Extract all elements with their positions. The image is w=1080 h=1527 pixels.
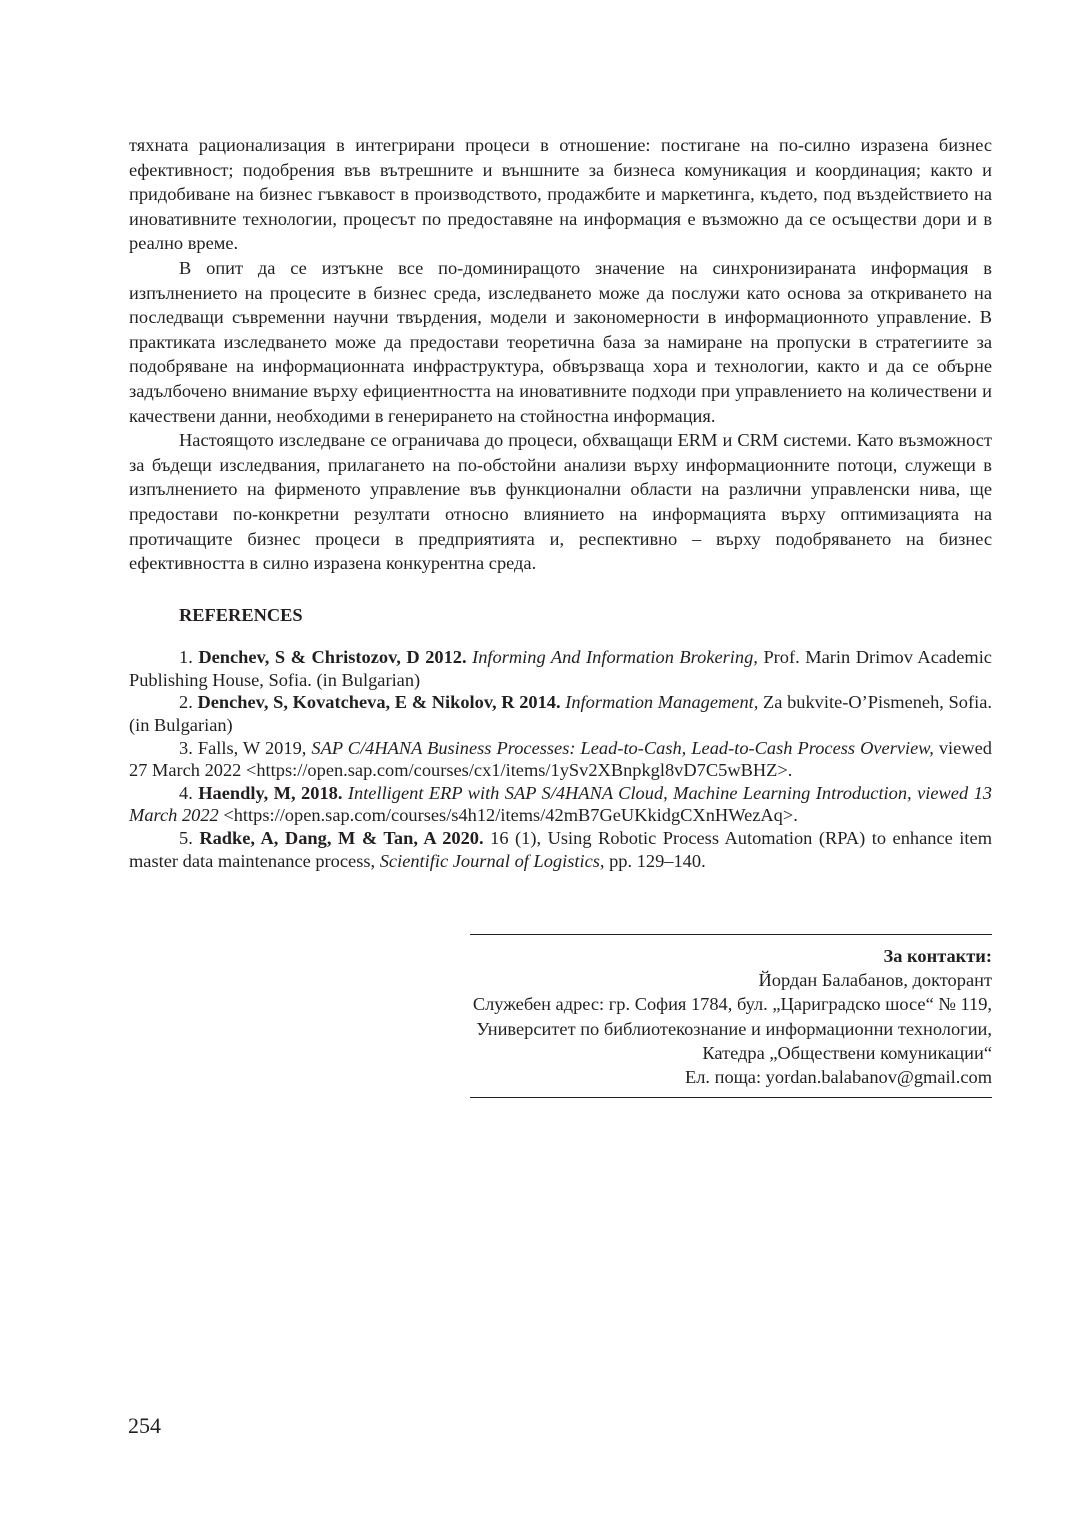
contact-name: Йордан Балабанов, докторант [758,970,992,991]
references-list [129,646,992,872]
reference-number: 1. [179,647,193,668]
reference-title: Intelligent ERP with SAP S/4HANA Cloud, Machine Learning Introduction, viewed 13 March 2022 [129,782,992,826]
reference-title: Informing And Information Brokering, [472,647,758,668]
contact-address: Служебен адрес: гр. София 1784, бул. „Цариградско шосе“ № 119, [472,994,992,1015]
reference-details: 16 (1), Using Robotic Process Automation (RPA) to enhance item master data maintenance process, [129,828,992,871]
reference-authors: Haendly, M, 2018. [198,782,343,803]
reference-number: 4. [179,782,193,803]
paragraph-3: Настоящото изследване се ограничава до процеси, обхващащи ERM и CRM системи. Като възможност за бъдещи изследвания, прилагането на по-обстойни анализи върху информационните потоци, служещи в изпълнението на фирменото управление във функционални области на различни управленски нива, ще предостави по-конкретни резултати относно влиянието на информацията върху оптимизацията на протичащите бизнес процеси в предприятията и, респективно – върху подобряването на бизнес ефективността в силно изразена конкурентна среда. [129,430,992,574]
reference-item [129,827,992,872]
references-heading: REFERENCES [179,604,303,625]
paragraph-1: тяхната рационализация в интегрирани процеси в отношение: постигане на по-силно изразена бизнес ефективност; подобрения във вътрешните и външните за бизнеса комуникация и координация; както и придобиване на бизнес гъвкавост в производството, продажбите и маркетинга, където, под въздействието на иновативните технологии, процесът по предоставяне на информация е възможно да се осъществи дори и в реално време. [129,135,992,254]
reference-authors: Denchev, S, Kovatcheva, E & Nikolov, R 2014. [197,692,561,713]
contact-block [470,934,992,1098]
reference-item [129,782,992,827]
reference-item [129,737,992,782]
paragraph-2: В опит да се изтъкне все по-доминиращото значение на синхронизираната информация в изпълнението на процесите в бизнес среда, изследването може да послужи като основа за откриването на последващи съвременни научни твърдения, модели и закономерности в информационното управление. В практиката изследването може да предостави теоретична база за намиране на пропуски в стратегиите за подобряване на информационната инфраструктура, обвързваща хора и технологии, както и да се обърне задълбочено внимание върху ефициентността на иновативните подходи при управлението на количествени и качествени данни, необходими в генерирането на стойностна информация. [129,257,992,426]
reference-title: Information Management, [565,692,759,713]
contact-department: Катедра „Обществени комуникации“ [702,1042,992,1063]
contact-heading: За контакти: [883,946,992,966]
reference-url: <https://open.sap.com/courses/s4h12/items/42mB7GeUKkidgCXnHWezAq>. [223,805,798,826]
reference-number: 2. [179,692,193,713]
contact-university: Университет по библиотекознание и информационни технологии, [476,1018,992,1039]
reference-authors: Denchev, S & Christozov, D 2012. [198,647,467,668]
reference-journal: Scientific Journal of Logistics, [379,850,605,871]
reference-authors: Falls, W 2019, [197,737,307,758]
reference-url: viewed 27 March 2022 <https://open.sap.com/courses/cx1/items/1ySv2XBnpkgl8vD7C5wBHZ>. [129,737,992,781]
reference-title: SAP C/4HANA Business Processes: Lead-to-Cash, Lead-to-Cash Process Overview, [311,737,934,758]
page-number: 254 [128,1413,161,1438]
reference-number: 5. [179,828,193,849]
main-text [129,133,992,872]
reference-item [129,691,992,736]
reference-pages: pp. 129–140. [609,850,706,871]
reference-publisher: Za bukvite-O’Pismeneh, Sofia. (in Bulgarian) [129,692,992,736]
contact-email: Ел. поща: yordan.balabanov@gmail.com [685,1067,992,1088]
reference-item [129,646,992,691]
reference-number: 3. [179,737,193,758]
reference-publisher: Prof. Marin Drimov Academic Publishing House, Sofia. (in Bulgarian) [129,647,992,690]
reference-authors: Radke, A, Dang, M & Tan, A 2020. [199,828,484,849]
